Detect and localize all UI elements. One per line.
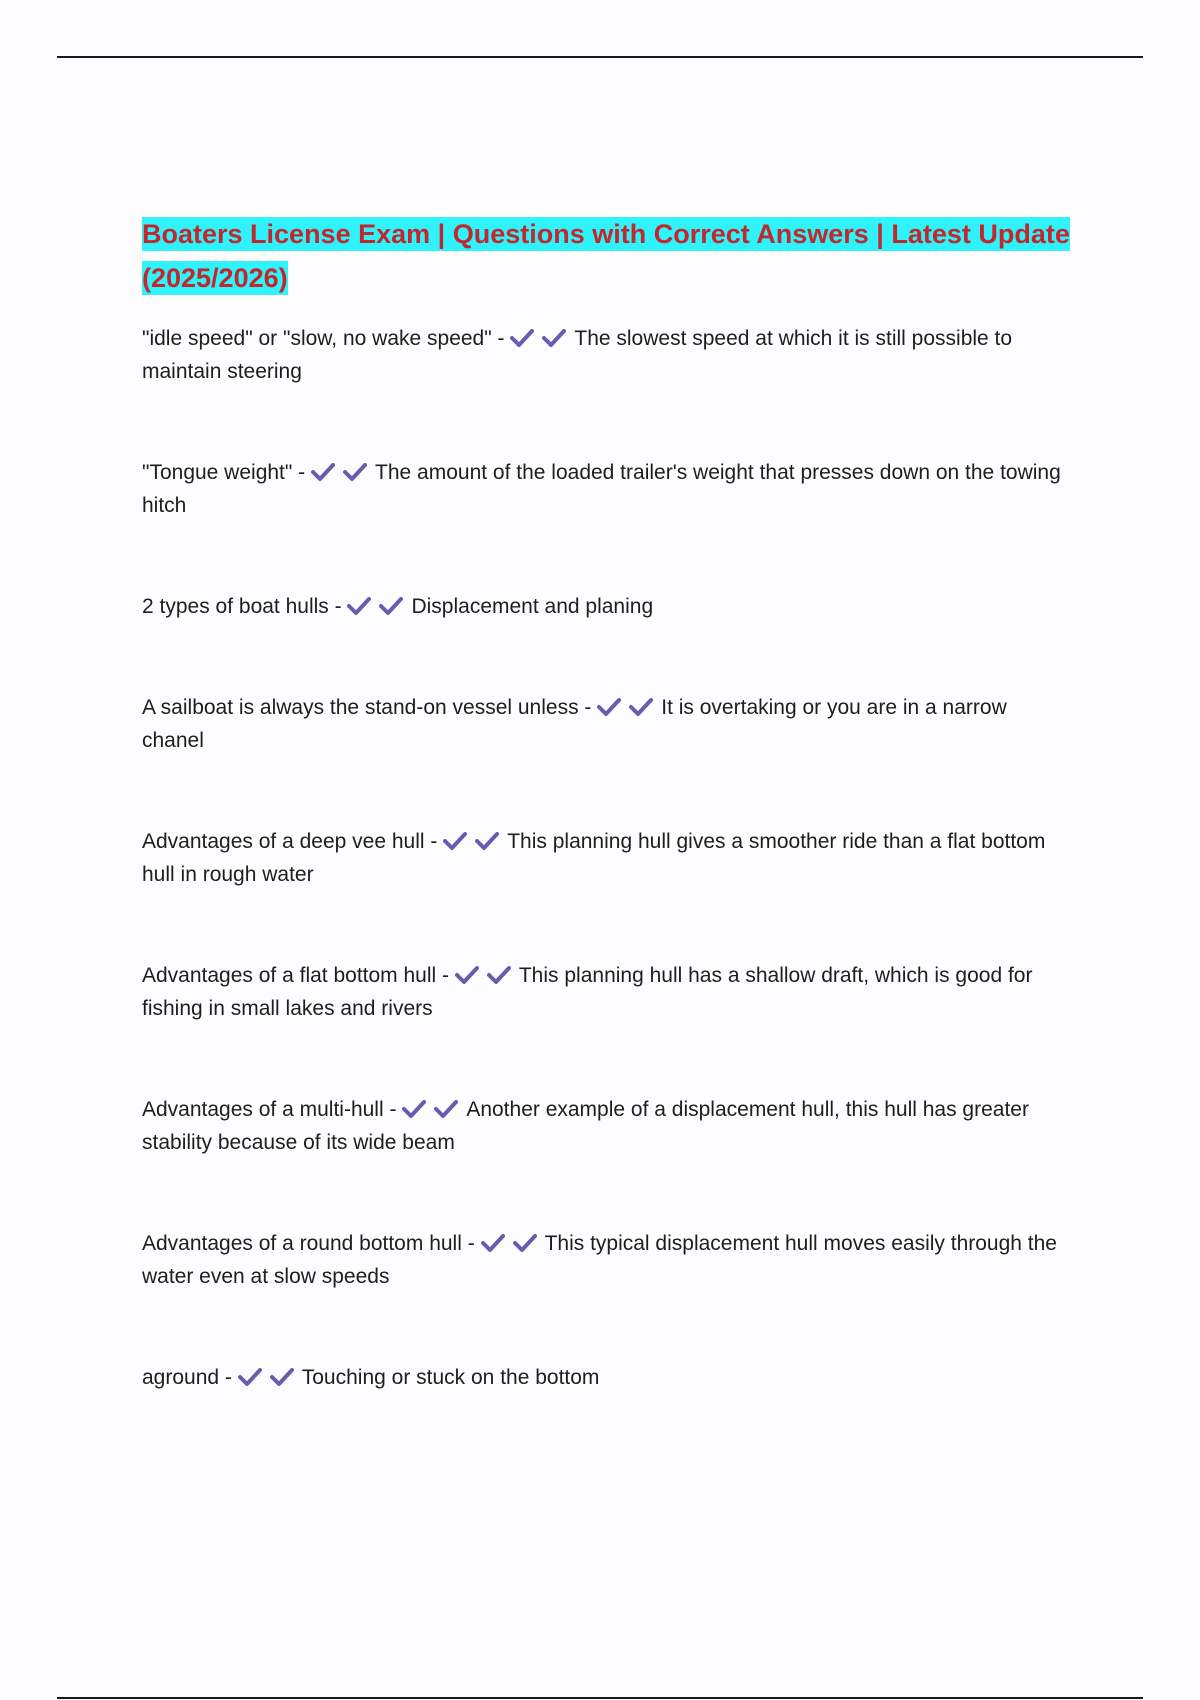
- qa-item: [142, 691, 1072, 757]
- question-text: Advantages of a round bottom hull -: [142, 1232, 475, 1255]
- top-rule: [57, 56, 1143, 58]
- qa-item: [142, 456, 1072, 522]
- checkmark-icon: [510, 328, 536, 348]
- bottom-rule: [57, 1697, 1143, 1699]
- checkmark-icon: [443, 831, 469, 851]
- checkmark-icon: [481, 1233, 507, 1253]
- checkmark-icon: [455, 965, 481, 985]
- question-text: Advantages of a multi-hull -: [142, 1098, 397, 1121]
- checkmark-icon: [343, 462, 369, 482]
- answer-text: This planning hull gives a smoother ride than a flat bottom hull in rough water: [142, 830, 1046, 886]
- checkmark-icon: [402, 1099, 428, 1119]
- checkmark-icon: [629, 697, 655, 717]
- checkmark-icon: [475, 831, 501, 851]
- qa-item: [142, 1227, 1072, 1293]
- question-text: aground -: [142, 1366, 232, 1389]
- answer-text: Another example of a displacement hull, this hull has greater stability because of its wide beam: [142, 1098, 1029, 1154]
- qa-item: [142, 959, 1072, 1025]
- question-text: "idle speed" or "slow, no wake speed" -: [142, 327, 505, 350]
- question-text: Advantages of a flat bottom hull -: [142, 964, 450, 987]
- answer-text: Displacement and planing: [411, 595, 654, 618]
- checkmark-icon: [597, 697, 623, 717]
- title-highlight: Boaters License Exam | Questions with Correct Answers | Latest Update (2025/2026): [142, 219, 1070, 293]
- qa-item: [142, 1361, 1072, 1394]
- checkmark-icon: [238, 1367, 264, 1387]
- question-text: "Tongue weight" -: [142, 461, 306, 484]
- checkmark-icon: [487, 965, 513, 985]
- question-text: Advantages of a deep vee hull -: [142, 830, 438, 853]
- qa-item: [142, 322, 1072, 388]
- checkmark-icon: [434, 1099, 460, 1119]
- qa-item: [142, 1093, 1072, 1159]
- answer-text: The amount of the loaded trailer's weight that presses down on the towing hitch: [142, 461, 1061, 517]
- checkmark-icon: [379, 596, 405, 616]
- checkmark-icon: [347, 596, 373, 616]
- document-title: [142, 212, 1072, 300]
- checkmark-icon: [311, 462, 337, 482]
- qa-item: [142, 590, 1072, 623]
- checkmark-icon: [513, 1233, 539, 1253]
- checkmark-icon: [542, 328, 568, 348]
- answer-text: The slowest speed at which it is still possible to maintain steering: [142, 327, 1013, 383]
- answer-text: Touching or stuck on the bottom: [301, 1366, 600, 1389]
- answer-text: This planning hull has a shallow draft, which is good for fishing in small lakes and rivers: [142, 964, 1033, 1020]
- answer-text: This typical displacement hull moves easily through the water even at slow speeds: [142, 1232, 1057, 1288]
- question-text: A sailboat is always the stand-on vessel unless -: [142, 696, 592, 719]
- qa-item: [142, 825, 1072, 891]
- checkmark-icon: [270, 1367, 296, 1387]
- answer-text: It is overtaking or you are in a narrow chanel: [142, 696, 1007, 752]
- document-body: [142, 212, 1072, 1394]
- question-text: 2 types of boat hulls -: [142, 595, 342, 618]
- qa-list: [142, 322, 1072, 1394]
